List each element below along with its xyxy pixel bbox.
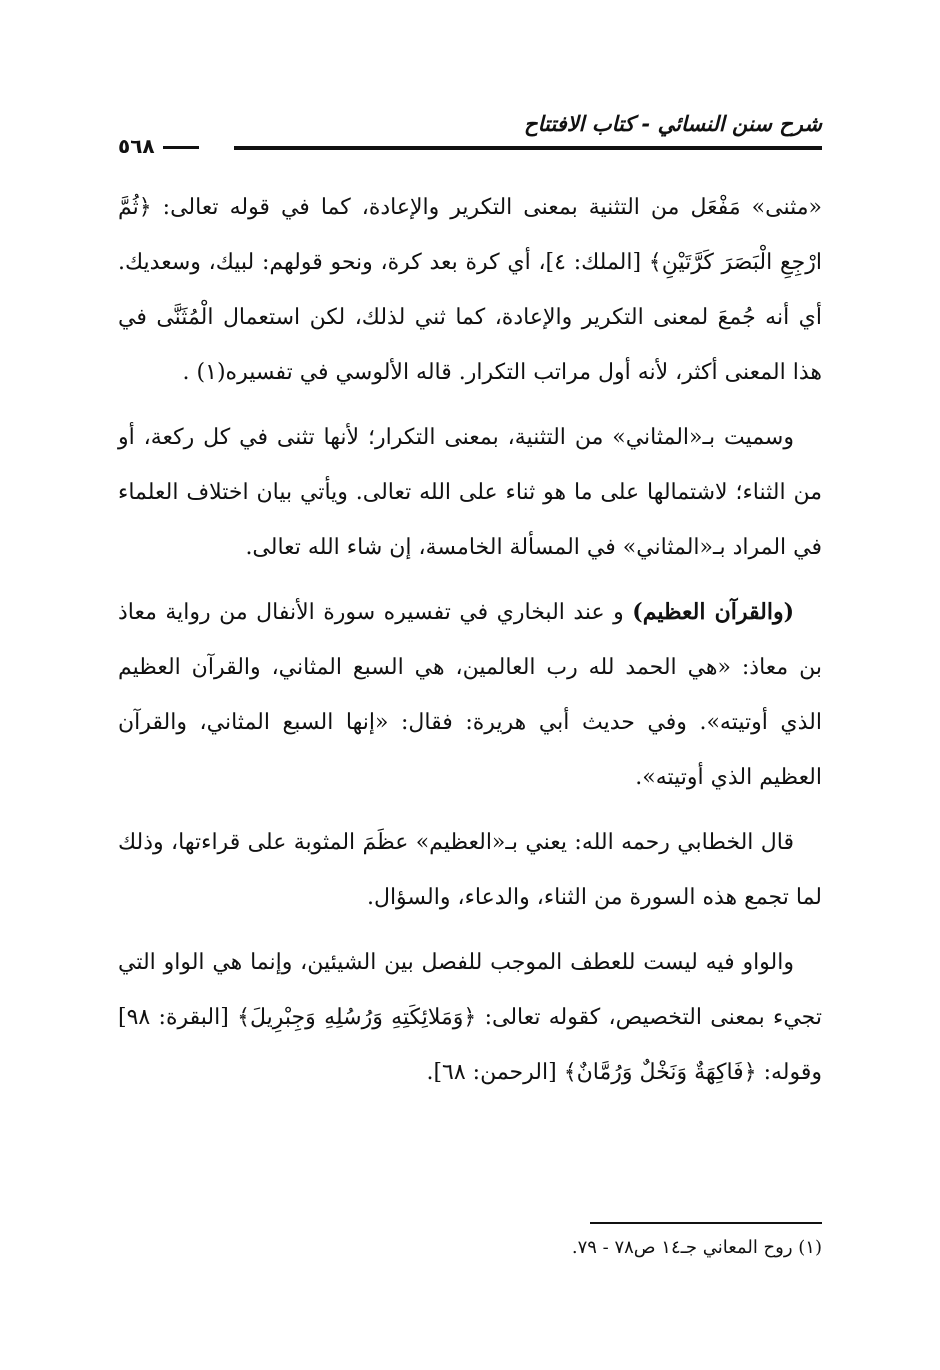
page-number-dash [163,146,199,149]
lead-phrase: (والقرآن العظيم) [632,599,794,625]
paragraph-quran-azim-text: و عند البخاري في تفسيره سورة الأنفال من رواية معاذ بن معاذ: «هي الحمد لله رب العالمين، هي السبع المثاني، والقرآن العظيم الذي أوتيته». وفي حديث أبي هريرة: فقال: «إنها السبع المثاني، والقرآن العظيم الذي أوتيته». [118,600,822,790]
footnote-rule [590,1222,822,1224]
page-header [118,112,822,160]
page-number [118,134,199,158]
paragraph-waw: والواو فيه ليست للعطف الموجب للفصل بين الشيئين، وإنما هي الواو التي تجيء بمعنى التخصيص، كقوله تعالى: ﴿وَمَلائِكَتِهِ وَرُسُلِهِ وَجِبْرِيلَ﴾ [البقرة: ٩٨] وقوله: ﴿فَاكِهَةٌ وَنَخْلٌ وَرُمَّانٌ﴾ [الرحمن: ٦٨]. [118,950,822,1085]
paragraph-khattabi: قال الخطابي رحمه الله: يعني بـ«العظيم» عظَمَ المثوبة على قراءتها، وذلك لما تجمع هذه السورة من الثناء، والدعاء، والسؤال. [118,830,822,910]
running-title: شرح سنن النسائي - كتاب الافتتاح [524,112,822,136]
footnote: (١) روح المعاني جـ١٤ ص٧٨ - ٧٩. [571,1237,822,1258]
paragraph-mathani: وسميت بـ«المثاني» من التثنية، بمعنى التكرار؛ لأنها تثنى في كل ركعة، أو من الثناء؛ لاشتمالها على ما هو ثناء على الله تعالى. ويأتي بيان اختلاف العلماء في المراد بـ«المثاني» في المسألة الخامسة، إن شاء الله تعالى. [118,425,822,560]
header-rule [234,146,822,150]
paragraph-quran-azim [118,585,822,805]
body-text [118,180,822,1110]
page-number-value: ٥٦٨ [118,134,155,158]
paragraph-muthanna: «مثنى» مَفْعَل من التثنية بمعنى التكرير والإعادة، كما في قوله تعالى: ﴿ثُمَّ ارْجِعِ الْبَصَرَ كَرَّتَيْنِ﴾ [الملك: ٤]، أي كرة بعد كرة، ونحو قولهم: لبيك، وسعديك. أي أنه جُمعَ لمعنى التكرير والإعادة، كما ثني لذلك، لكن استعمال الْمُثَنَّى في هذا المعنى أكثر، لأنه أول مراتب التكرار. قاله الألوسي في تفسيره(١) . [118,195,823,385]
